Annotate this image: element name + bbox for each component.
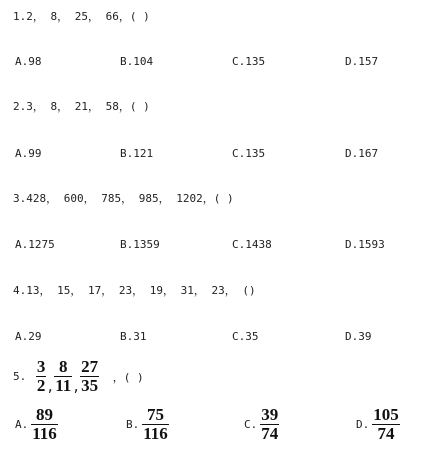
question-5-stem	[13, 358, 144, 395]
fraction-numerator: 8	[59, 357, 68, 376]
question-3-option-c[interactable]: C.1438	[232, 238, 272, 251]
fraction-denominator: 74	[261, 424, 279, 443]
option-label: B.	[126, 418, 140, 431]
question-1-option-d[interactable]: D.157	[345, 55, 379, 68]
term-separator: ,	[46, 380, 55, 395]
option-label: C.	[244, 418, 258, 431]
fraction-numerator: 3	[36, 357, 46, 376]
question-5-term-3	[80, 358, 99, 395]
question-5-term-2	[54, 358, 72, 395]
question-5-tail: ，( )	[112, 370, 144, 384]
fraction-numerator: 75	[147, 405, 165, 424]
question-2-option-b[interactable]: B.121	[120, 147, 154, 160]
term-separator: ,	[72, 380, 81, 395]
option-fraction	[142, 406, 169, 443]
question-4-option-d[interactable]: D.39	[345, 330, 372, 343]
fraction-denominator: 116	[32, 424, 57, 443]
question-3-option-d[interactable]: D.1593	[345, 238, 385, 251]
fraction-denominator: 116	[143, 424, 168, 443]
question-2-option-c[interactable]: C.135	[232, 147, 266, 160]
question-3-option-b[interactable]: B.1359	[120, 238, 160, 251]
question-5-option-c[interactable]	[244, 406, 279, 443]
fraction-denominator: 11	[55, 376, 72, 395]
question-2-option-a[interactable]: A.99	[15, 147, 42, 160]
question-4-option-a[interactable]: A.29	[15, 330, 42, 343]
question-5-number: 5.	[13, 370, 27, 383]
question-1-option-b[interactable]: B.104	[120, 55, 154, 68]
option-label: A.	[15, 418, 29, 431]
fraction-numerator: 105	[373, 405, 399, 424]
question-2-stem: 2.3， 8， 21， 58，( )	[13, 100, 150, 113]
question-5-option-a[interactable]	[15, 406, 58, 443]
fraction-denominator: 74	[372, 424, 400, 443]
question-5-term-1	[36, 358, 47, 395]
option-fraction	[31, 406, 58, 443]
question-4-option-b[interactable]: B.31	[120, 330, 147, 343]
question-1-stem: 1.2， 8， 25， 66，( )	[13, 10, 150, 23]
question-1-option-c[interactable]: C.135	[232, 55, 266, 68]
question-3-stem: 3.428， 600， 785， 985， 1202，( )	[13, 192, 234, 205]
option-label: D.	[356, 418, 370, 431]
question-2-option-d[interactable]: D.167	[345, 147, 379, 160]
fraction-denominator: 2	[36, 376, 46, 395]
question-4-stem: 4.13， 15， 17， 23， 19， 31， 23， ()	[13, 284, 256, 297]
question-5-option-b[interactable]	[126, 406, 169, 443]
question-5-option-d[interactable]	[356, 406, 400, 443]
fraction-numerator: 39	[261, 405, 279, 424]
fraction-numerator: 27	[81, 357, 99, 376]
option-fraction	[260, 406, 279, 443]
fraction-numerator: 89	[36, 405, 54, 424]
fraction-denominator: 35	[81, 376, 99, 395]
question-3-option-a[interactable]: A.1275	[15, 238, 55, 251]
question-4-option-c[interactable]: C.35	[232, 330, 259, 343]
question-1-option-a[interactable]: A.98	[15, 55, 42, 68]
option-fraction	[372, 406, 400, 443]
